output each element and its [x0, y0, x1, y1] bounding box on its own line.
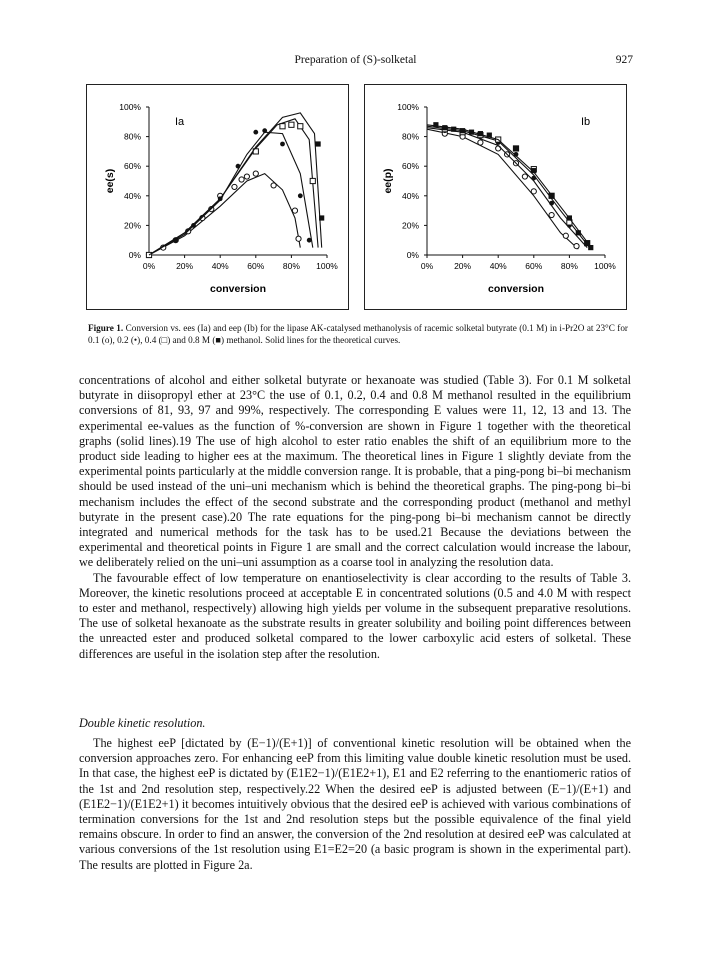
paragraph: The highest eeP [dictated by (E−1)/(E+1)] of conventional kinetic resolution will be obtained when the conversion approaches zero. For enhancing eeP from this limiting value double kinetic resolution must be used. In that case, the highest eeP is dictated by (E1E2−1)/(E1E2+1), E1 and E2 referring to the enantiomeric ratios of the 1st and 2nd resolution step, respectively.22 When the desired eeP is adjusted between (E−1)/(E+1) and (E1E2−1)/(E1E2+1) it becomes intuitively obvious that the desired eeP is achieved with various combinations of termination conversions for the 1st and 2nd resolution steps but the possible equivalence of the final yield remains obscure. In order to find an answer, the conversion of the 2nd resolution at desired eeP was calculated at various conversions of the 1st resolution using E1=E2=20 (a basic program is shown in the experimental part). The results are plotted in Figure 2a.: [79, 736, 631, 872]
data-point: [522, 174, 527, 179]
y-tick-label: 100%: [397, 102, 419, 112]
x-tick-label: 0%: [142, 261, 156, 271]
data-point: [253, 130, 258, 135]
x-tick-label: 40%: [211, 261, 229, 271]
data-point: [442, 125, 447, 130]
page-header: [0, 54, 711, 72]
theory-curve: [427, 129, 578, 249]
data-point: [478, 131, 483, 136]
x-tick-label: 60%: [247, 261, 265, 271]
theory-curve: [149, 132, 313, 255]
data-point: [253, 171, 258, 176]
theory-curve: [427, 126, 591, 249]
panel-label: Ia: [175, 116, 185, 128]
data-point: [549, 212, 554, 217]
y-tick-label: 0%: [128, 250, 141, 260]
theory-curve: [149, 113, 322, 255]
y-axis-label: ee(s): [104, 168, 116, 194]
data-point: [316, 141, 321, 146]
data-point: [262, 128, 267, 133]
data-point: [236, 164, 241, 169]
data-point: [319, 215, 324, 220]
data-point: [433, 122, 438, 127]
y-tick-label: 80%: [123, 131, 141, 142]
data-point: [513, 146, 518, 151]
x-axis-label: conversion: [487, 283, 545, 295]
x-tick-label: 100%: [594, 261, 616, 271]
data-point: [280, 142, 285, 147]
data-point: [531, 189, 536, 194]
x-tick-label: 0%: [420, 261, 434, 271]
data-point: [576, 230, 581, 235]
data-point: [271, 183, 276, 188]
data-point: [451, 127, 456, 132]
figure-caption: [88, 322, 628, 346]
x-tick-label: 40%: [489, 261, 507, 271]
page-number: 927: [615, 54, 633, 66]
x-tick-label: 20%: [454, 261, 472, 271]
chart-ib: [365, 85, 628, 311]
y-tick-label: 60%: [123, 161, 141, 172]
theory-curve: [427, 128, 587, 248]
data-point: [531, 168, 536, 173]
data-point: [567, 215, 572, 220]
x-tick-label: 100%: [316, 261, 338, 271]
data-point: [549, 193, 554, 198]
data-point: [487, 133, 492, 138]
data-point: [296, 236, 301, 241]
data-point: [478, 140, 483, 145]
data-point: [289, 122, 294, 127]
paragraph: The favourable effect of low temperature on enantioselectivity is clear according to the results of Table 3. Moreover, the kinetic resolutions proceed at acceptable E in concentrated solutions (0.5 and 4.0 M with respect to ester and methanol, respectively) allowing high yields per volume in the subsequent preparative resolutions. The use of solketal hexanoate as the substrate results in greater solubility and boiling point differences between the unreacted ester and produced solketal compared to the lower carboxylic acid esters of solketal. These differences are useful in the isolation step after the resolution.: [79, 570, 631, 661]
data-point: [292, 208, 297, 213]
data-point: [469, 130, 474, 135]
body-text-2: [79, 736, 631, 873]
data-point: [298, 124, 303, 129]
x-tick-label: 60%: [525, 261, 543, 271]
chart-ia: [87, 85, 350, 311]
body-text-1: [79, 373, 631, 662]
y-tick-label: 40%: [401, 190, 419, 201]
caption-text: Conversion vs. ees (Ia) and eep (Ib) for the lipase AK-catalysed methanolysis of racemic solketal butyrate (0.1 M) in i-Pr2O at 23°C for 0.1 (o), 0.2 (•), 0.4 (□) and 0.8 M (■) methanol. Solid lines for the theoretical curves.: [88, 323, 628, 345]
data-point: [588, 245, 593, 250]
data-point: [298, 193, 303, 198]
y-tick-label: 40%: [123, 190, 141, 201]
y-tick-label: 100%: [119, 102, 141, 112]
section-heading: Double kinetic resolution.: [79, 716, 206, 730]
caption-prefix: Figure 1.: [88, 323, 124, 333]
y-tick-label: 80%: [401, 131, 419, 142]
x-tick-label: 20%: [176, 261, 194, 271]
paragraph: concentrations of alcohol and either solketal butyrate or hexanoate was studied (Table 3). For 0.1 M solketal butyrate in diisopropyl ether at 23°C the use of 0.1, 0.2, 0.4 and 0.8 M methanol resulted in the equilibrium conversions of 81, 93, 97 and 99%, respectively. The corresponding E values were 11, 12, 13 and 13. The experimental ee-values as the function of %-conversion are shown in Figure 1 together with the theoretical graphs (solid lines).19 The use of high alcohol to ester ratio enables the shift of an equilibrium more to the product side leading to higher ees at the maximum. The theoretical lines in Figure 1 slightly deviate from the experimental points particularly at the middle conversion range. It is probable, that a ping-pong bi–bi mechanism should be used instead of the uni–uni mechanism which is behind the theoretical graphs. The ping-pong bi–bi mechanism includes the effect of the second substrate and the corresponding product (methanol and methyl butyrate in the present case).20 The rate equations for the ping-pong bi–bi mechanism cannot be directly integrated and numerical methods for the task has to be used.21 Because the deviations between the experimental and theoretical points in Figure 1 are small and the correct calculation would increase the labour, we deliberately relied on the uni–uni assumption as a coarse tool in analyzing the resolution data.: [79, 373, 632, 570]
data-point: [280, 124, 285, 129]
y-tick-label: 20%: [123, 220, 141, 231]
data-point: [460, 128, 465, 133]
data-point: [585, 241, 590, 246]
y-tick-label: 0%: [406, 250, 419, 260]
data-point: [574, 244, 579, 249]
x-axis-label: conversion: [209, 283, 267, 295]
figure-1: [86, 84, 627, 310]
y-tick-label: 20%: [401, 220, 419, 231]
panel-ib: [364, 84, 627, 310]
data-point: [563, 233, 568, 238]
y-axis-label: ee(p): [382, 168, 394, 194]
theory-curve: [427, 125, 593, 249]
theory-curve: [149, 174, 300, 255]
data-point: [310, 178, 315, 183]
y-tick-label: 60%: [401, 161, 419, 172]
data-point: [239, 177, 244, 182]
panel-ia: [86, 84, 349, 310]
x-tick-label: 80%: [282, 261, 300, 271]
x-tick-label: 80%: [560, 261, 578, 271]
data-point: [244, 174, 249, 179]
data-point: [232, 184, 237, 189]
panel-label: Ib: [581, 116, 591, 128]
data-point: [307, 238, 312, 243]
running-title: Preparation of (S)-solketal: [294, 54, 417, 66]
